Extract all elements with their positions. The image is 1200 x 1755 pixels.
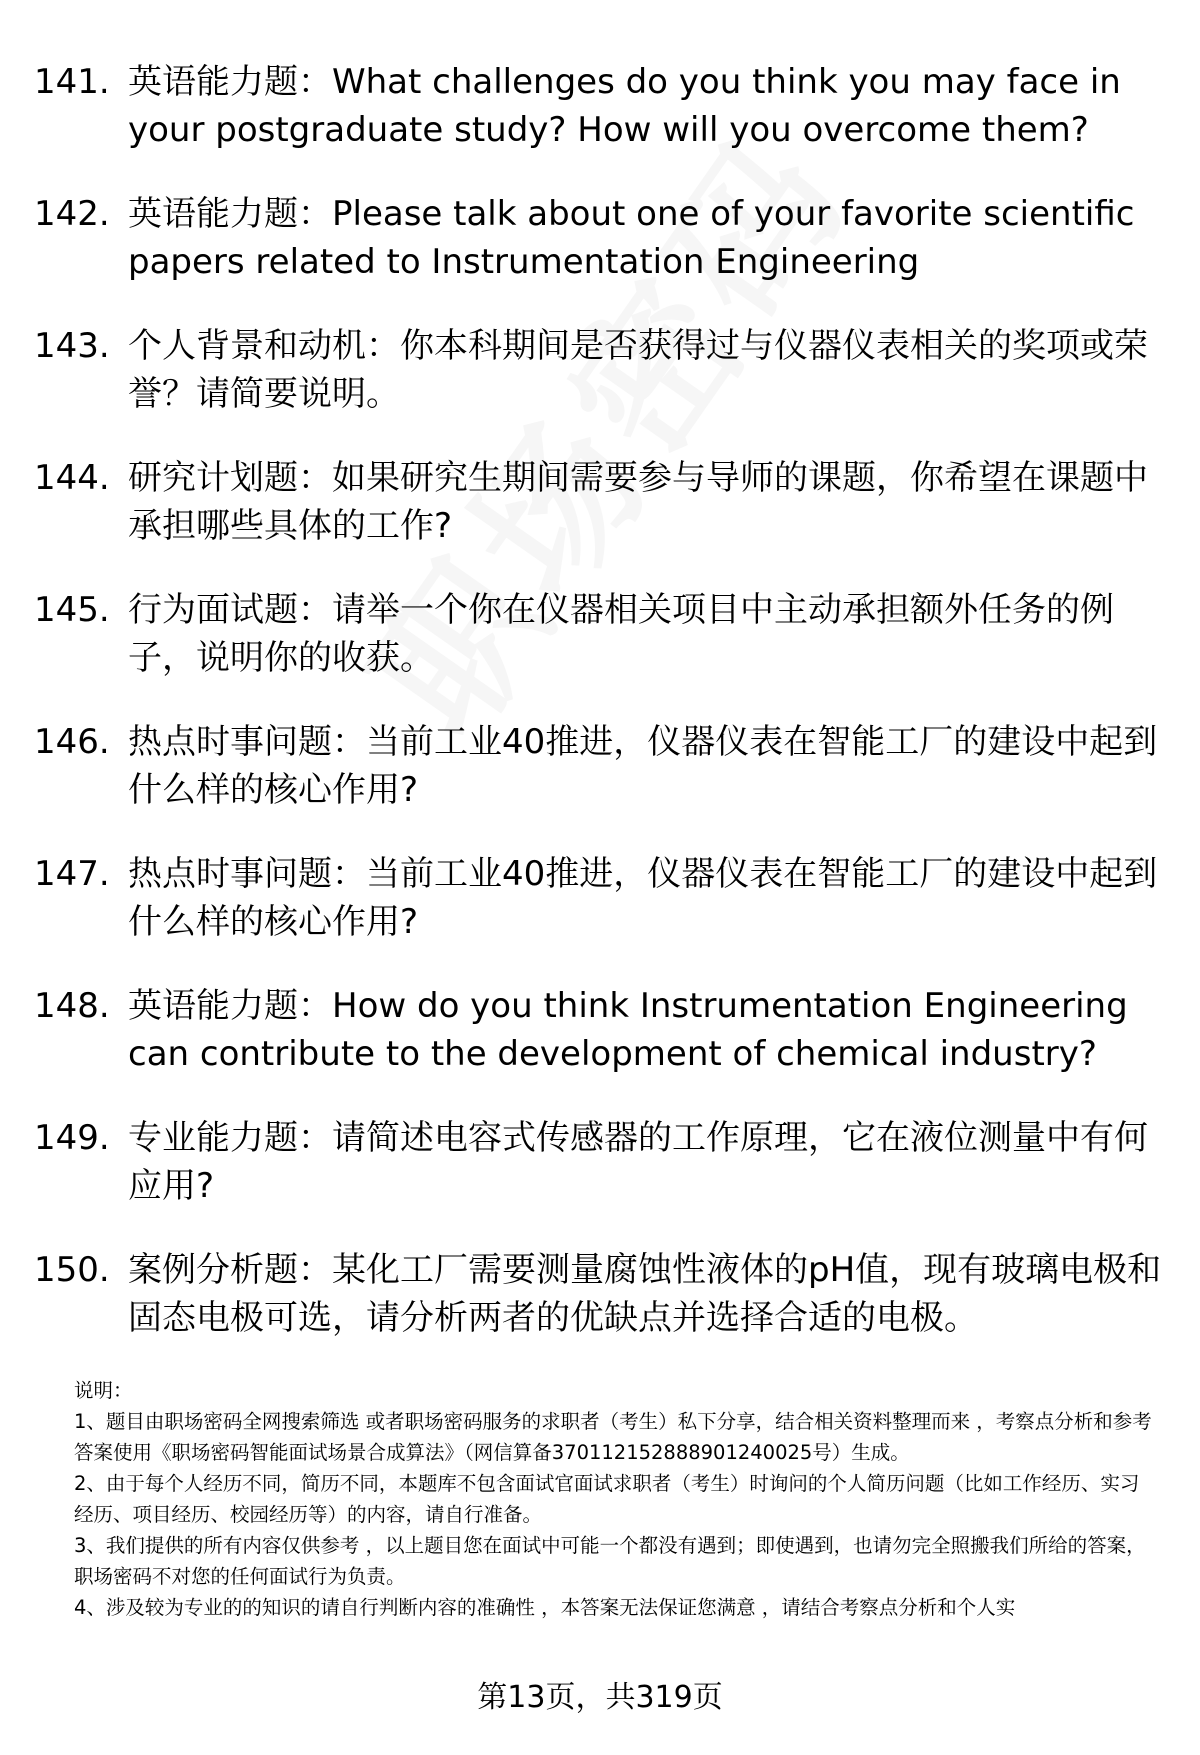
question-item <box>34 586 1174 682</box>
question-number: 144. <box>34 458 110 498</box>
question-text: 英语能力题：How do you think Instrumentation Engineering can contribute to the development of chemical industry? <box>128 986 1128 1074</box>
question-item <box>34 1246 1174 1342</box>
question-text: 热点时事问题：当前工业40推进，仪器仪表在智能工厂的建设中起到什么样的核心作用? <box>128 854 1158 942</box>
question-text: 行为面试题：请举一个你在仪器相关项目中主动承担额外任务的例子，说明你的收获。 <box>128 590 1114 678</box>
question-text: 英语能力题：Please talk about one of your favorite scientific papers related to Instrumentation Engineering <box>128 194 1135 282</box>
question-item <box>34 982 1174 1078</box>
question-number: 149. <box>34 1118 110 1158</box>
question-number: 145. <box>34 590 110 630</box>
note-item: 4、涉及较为专业的的知识的请自行判断内容的准确性 ，本答案无法保证您满意 ，请结合考察点分析和个人实 <box>74 1596 1016 1619</box>
question-item <box>34 850 1174 946</box>
note-item: 3、我们提供的所有内容仅供参考 ，以上题目您在面试中可能一个都没有遇到；即使遇到，也请勿完全照搬我们所给的答案，职场密码不对您的任何面试行为负责。 <box>74 1534 1146 1588</box>
question-item <box>34 58 1174 154</box>
question-number: 141. <box>34 62 110 102</box>
question-text: 热点时事问题：当前工业40推进，仪器仪表在智能工厂的建设中起到什么样的核心作用? <box>128 722 1158 810</box>
question-text: 研究计划题：如果研究生期间需要参与导师的课题，你希望在课题中承担哪些具体的工作? <box>128 458 1148 546</box>
question-text: 专业能力题：请简述电容式传感器的工作原理，它在液位测量中有何应用? <box>128 1118 1148 1206</box>
question-text: 案例分析题：某化工厂需要测量腐蚀性液体的pH值，现有玻璃电极和固态电极可选，请分析两者的优缺点并选择合适的电极。 <box>128 1250 1162 1338</box>
question-list <box>34 58 1174 1378</box>
notes-section <box>74 1375 1156 1623</box>
question-item <box>34 718 1174 814</box>
question-number: 150. <box>34 1250 110 1290</box>
question-item <box>34 454 1174 550</box>
note-item: 2、由于每个人经历不同，简历不同，本题库不包含面试官面试求职者（考生）时询问的个人简历问题（比如工作经历、实习经历、项目经历、校园经历等）的内容，请自行准备。 <box>74 1472 1140 1526</box>
question-item <box>34 322 1174 418</box>
note-item: 1、题目由职场密码全网搜索筛选 或者职场密码服务的求职者（考生）私下分享，结合相关资料整理而来 ，考察点分析和参考答案使用《职场密码智能面试场景合成算法》（网信算备370112152888901240025号）生成。 <box>74 1410 1152 1464</box>
page-number: 第13页，共319页 <box>477 1680 723 1715</box>
question-text: 英语能力题：What challenges do you think you may face in your postgraduate study? How will you overcome them? <box>128 62 1121 150</box>
question-item <box>34 190 1174 286</box>
question-number: 143. <box>34 326 110 366</box>
question-item <box>34 1114 1174 1210</box>
question-number: 148. <box>34 986 110 1026</box>
question-number: 147. <box>34 854 110 894</box>
question-number: 146. <box>34 722 110 762</box>
notes-heading: 说明： <box>74 1379 133 1402</box>
question-text: 个人背景和动机：你本科期间是否获得过与仪器仪表相关的奖项或荣誉？请简要说明。 <box>128 326 1148 414</box>
question-number: 142. <box>34 194 110 234</box>
